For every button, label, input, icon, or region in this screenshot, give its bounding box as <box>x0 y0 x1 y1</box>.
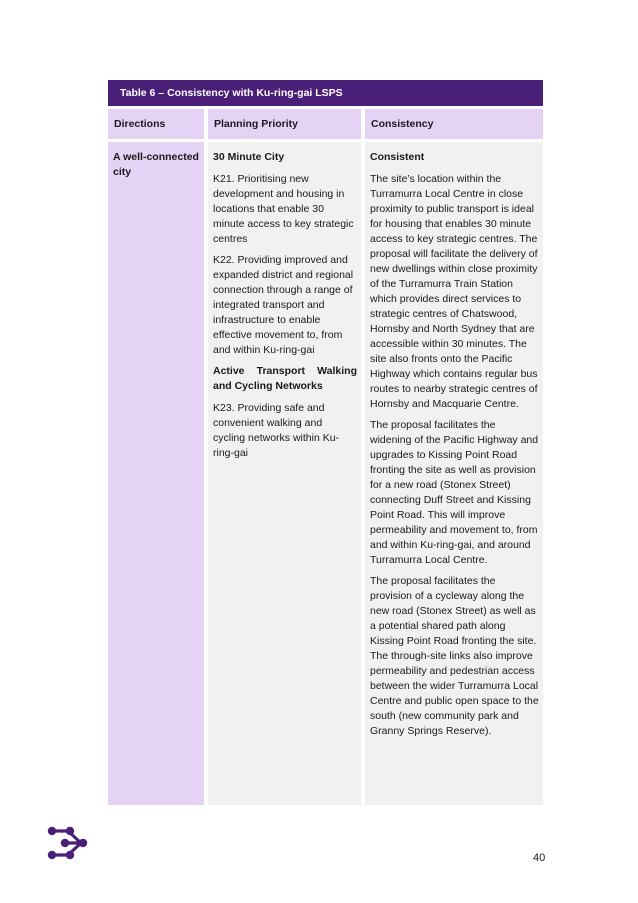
table-title: Table 6 – Consistency with Ku-ring-gai LSPS <box>108 80 543 106</box>
brand-logo-icon <box>46 823 90 863</box>
consistency-paragraph-3: The proposal facilitates the provision of a cycleway along the new road (Stonex Street) as well as a potential shared path along Kissing Point Road fronting the site. The through-site links also improve permeability and pedestrian access between the wider Turramurra Local Centre and public open space to the south (new community park and Granny Springs Reserve). <box>370 575 539 737</box>
header-planning-priority: Planning Priority <box>208 109 361 139</box>
table-row <box>108 142 543 805</box>
consistency-table <box>108 80 543 805</box>
direction-text: A well-connected city <box>113 151 199 178</box>
header-directions: Directions <box>108 109 204 139</box>
planning-priority-cell <box>208 142 361 805</box>
consistency-heading: Consistent <box>370 151 425 163</box>
planning-k21: K21. Prioritising new development and housing in locations that enable 30 minute access to key strategic centres <box>213 173 354 245</box>
consistency-paragraph-1: The site’s location within the Turramurra Local Centre in close proximity to public transport is ideal for housing that enables 30 minute access to key strategic centres. The proposal will facilitate the delivery of new dwellings within close proximity of the Turramurra Train Station which provides direct services to strategic centres of Chatswood, Hornsby and North Sydney that are accessible within 30 minutes. The site also fronts onto the Pacific Highway which contains regular bus routes to nearby strategic centres of Hornsby and Macquarie Centre. <box>370 173 538 410</box>
planning-heading-30-minute-city: 30 Minute City <box>213 151 285 163</box>
header-consistency: Consistency <box>365 109 543 139</box>
directions-cell <box>108 142 204 805</box>
consistency-cell <box>365 142 543 805</box>
planning-heading-active-transport: Active Transport Walking and Cycling Networks <box>213 365 357 392</box>
page-number: 40 <box>533 852 546 864</box>
planning-k22: K22. Providing improved and expanded district and regional connection through a range of integrated transport and infrastructure to enable effective movement to, from and within Ku-ring-gai <box>213 254 354 356</box>
table-header-row <box>108 109 543 139</box>
planning-k23: K23. Providing safe and convenient walking and cycling networks within Ku-ring-gai <box>213 402 340 459</box>
consistency-paragraph-2: The proposal facilitates the widening of the Pacific Highway and upgrades to Kissing Point Road fronting the site as well as provision for a new road (Stonex Street) connecting Duff Street and Kissing Point Road. This will improve permeability and movement to, from and within Ku-ring-gai, and around Turramurra Local Centre. <box>370 419 539 566</box>
